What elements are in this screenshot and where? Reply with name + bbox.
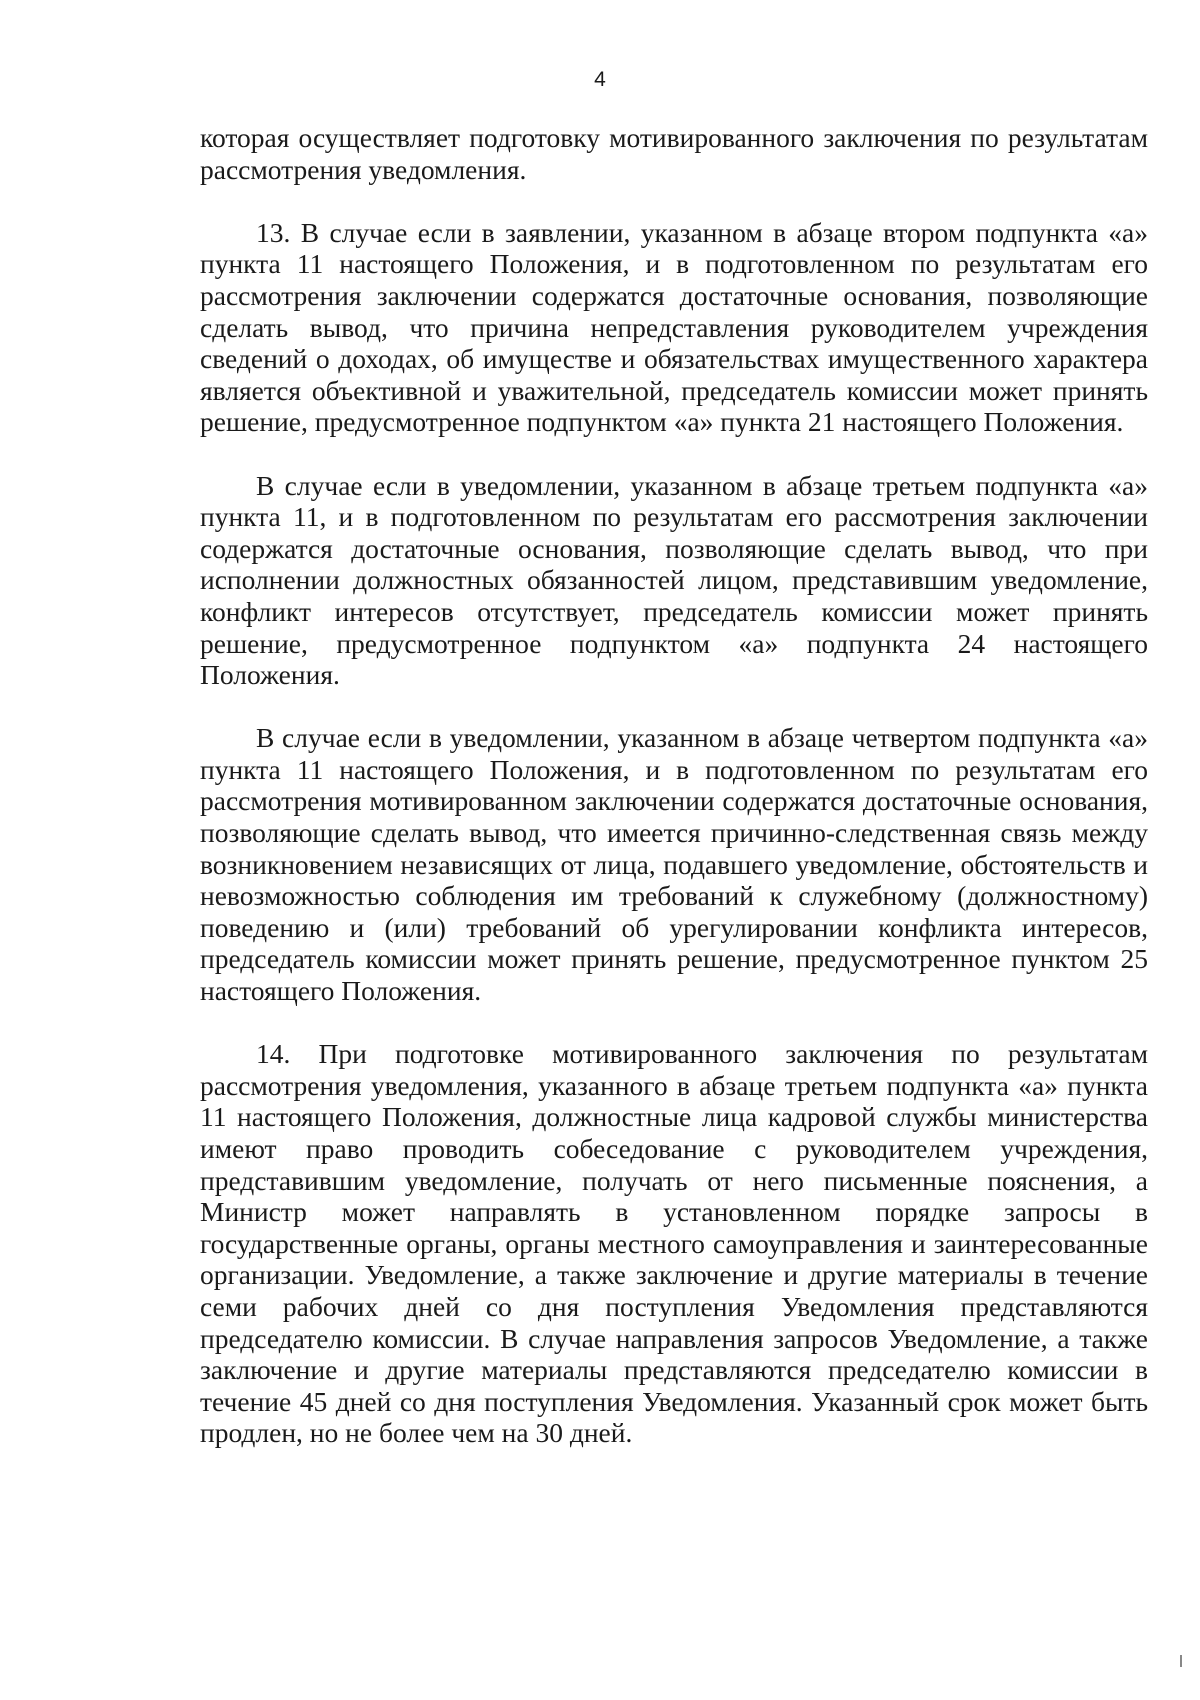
paragraph-clause-13-third: В случае если в уведомлении, указанном в абзаце четвертом подпункта «а» пункта 11 настоящего Положения, и в подготовленном по результатам его рассмотрения мотивированном заключении содержатся достаточные основания, позволяющие сделать вывод, что имеется причинно-следственная связь между возникновением независящих от лица, подавшего уведомление, обстоятельств и невозможностью соблюдения им требований к служебному (должностному) поведению и (или) требований об урегулировании конфликта интересов, председатель комиссии может принять решение, предусмотренное пунктом 25 настоящего Положения. xyxy=(200,722,1148,1007)
paragraph-gap xyxy=(200,185,1148,217)
paragraph-gap xyxy=(200,691,1148,723)
scan-mark xyxy=(1180,1655,1182,1667)
paragraph-clause-13: 13. В случае если в заявлении, указанном в абзаце втором подпункта «а» пункта 11 настоящего Положения, и в подготовленном по результатам его рассмотрения заключении содержатся достаточные основания, позволяющие сделать вывод, что причина непредставления руководителем учреждения сведений о доходах, об имуществе и обязательствах имущественного характера является объективной и уважительной, председатель комиссии может принять решение, предусмотренное подпунктом «а» пункта 21 настоящего Положения. xyxy=(200,216,1148,438)
paragraph-gap xyxy=(200,438,1148,470)
page-number: 4 xyxy=(594,68,606,91)
document-body xyxy=(200,122,1148,1449)
paragraph-clause-13-second: В случае если в уведомлении, указанном в абзаце третьем подпункта «а» пункта 11, и в подготовленном по результатам его рассмотрения заключении содержатся достаточные основания, позволяющие сделать вывод, что при исполнении должностных обязанностей лицом, представившим уведомление, конфликт интересов отсутствует, председатель комиссии может принять решение, предусмотренное подпунктом «а» подпункта 24 настоящего Положения. xyxy=(200,469,1148,691)
paragraph-continuation: которая осуществляет подготовку мотивированного заключения по результатам рассмотрения уведомления. xyxy=(200,122,1148,185)
paragraph-gap xyxy=(200,1007,1148,1039)
paragraph-clause-14: 14. При подготовке мотивированного заключения по результатам рассмотрения уведомления, указанного в абзаце третьем подпункта «а» пункта 11 настоящего Положения, должностные лица кадровой службы министерства имеют право проводить собеседование с руководителем учреждения, представившим уведомление, получать от него письменные пояснения, а Министр может направлять в установленном порядке запросы в государственные органы, органы местного самоуправления и заинтересованные организации. Уведомление, а также заключение и другие материалы в течение семи рабочих дней со дня поступления Уведомления представляются председателю комиссии. В случае направления запросов Уведомление, а также заключение и другие материалы представляются председателю комиссии в течение 45 дней со дня поступления Уведомления. Указанный срок может быть продлен, но не более чем на 30 дней. xyxy=(200,1038,1148,1449)
